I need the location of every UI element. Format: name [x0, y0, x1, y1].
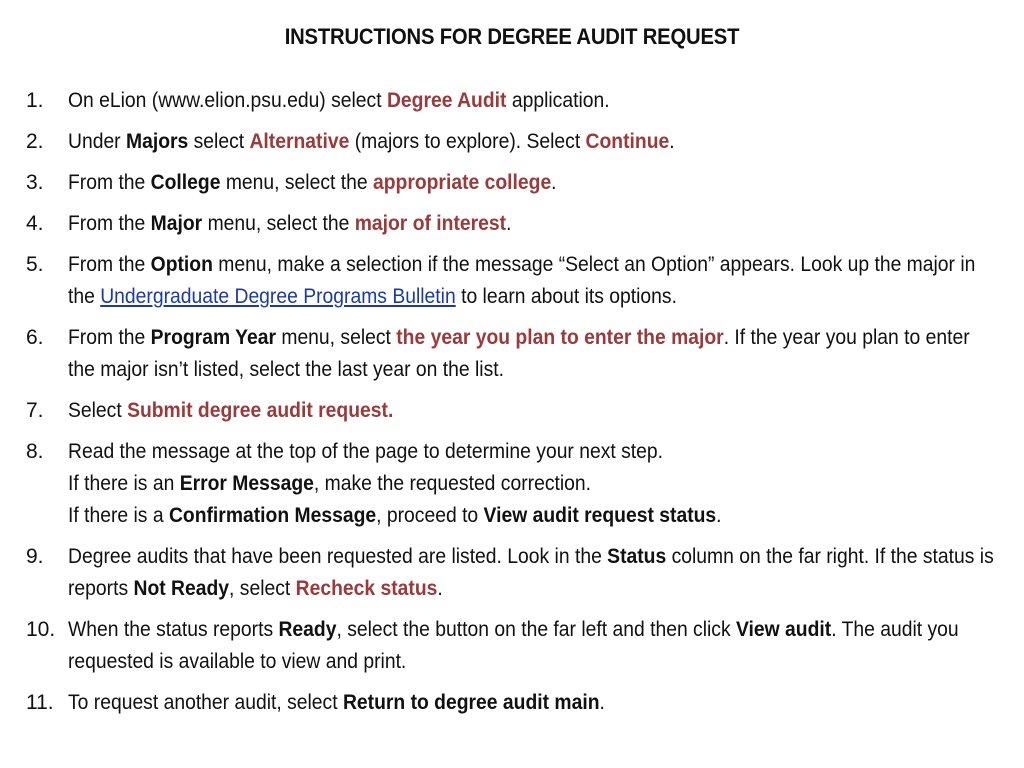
text-run: From the [68, 212, 151, 235]
step-line [68, 468, 1001, 500]
appropriate-college-option: appropriate college [372, 171, 552, 194]
step-number: 9. [26, 545, 44, 568]
program-year-label: Program Year [150, 326, 276, 349]
step-number: 5. [26, 253, 44, 276]
text-run: . [551, 171, 557, 194]
view-audit-label: View audit [735, 618, 832, 641]
step-8 [26, 436, 1001, 532]
text-run: If there is a [68, 504, 169, 527]
step-text [68, 687, 1001, 719]
option-label: Option [150, 253, 213, 276]
text-run: , select the button on the far left and then click [336, 618, 736, 641]
text-run: (majors to explore). Select [349, 130, 586, 153]
text-run: column on the far right. If the status is reports [68, 545, 994, 600]
not-ready-label: Not Ready [133, 577, 230, 600]
step-number: 1. [26, 89, 44, 112]
bulletin-link[interactable]: Undergraduate Degree Programs Bulletin [100, 285, 456, 308]
step-text [68, 395, 1001, 427]
text-run: menu, select [275, 326, 397, 349]
submit-request-option: Submit degree audit request [127, 399, 388, 422]
text-run: select [188, 130, 250, 153]
text-run: When the status reports [68, 618, 279, 641]
text-run: From the [68, 171, 151, 194]
step-text [68, 322, 1001, 386]
step-4 [26, 208, 1001, 240]
step-3 [26, 167, 1001, 199]
text-run: application. [506, 89, 610, 112]
text-run: To request another audit, select [68, 691, 343, 714]
text-run: . [506, 212, 512, 235]
text-run: , make the requested correction. [313, 472, 592, 495]
step-number: 7. [26, 399, 44, 422]
text-run: If there is an [68, 472, 180, 495]
step-number: 3. [26, 171, 44, 194]
return-main-label: Return to degree audit main [342, 691, 600, 714]
step-line [68, 500, 1001, 532]
step-number: 8. [26, 440, 44, 463]
period: . [387, 399, 394, 422]
alternative-option: Alternative [249, 130, 350, 153]
text-run: On eLion (www.elion.psu.edu) select [68, 89, 387, 112]
step-9 [26, 541, 1001, 605]
text-run: . [437, 577, 443, 600]
ready-label: Ready [278, 618, 337, 641]
instruction-list [26, 85, 1001, 728]
text-run: Degree audits that have been requested are listed. Look in the [68, 545, 608, 568]
text-run: Under [68, 130, 126, 153]
text-run: . The audit you requested is available to view and print. [68, 618, 959, 673]
step-text [68, 249, 1001, 313]
step-text [68, 436, 1001, 532]
text-run: menu, select the [202, 212, 355, 235]
text-run: Select [68, 399, 128, 422]
step-line: Read the message at the top of the page to determine your next step. [68, 440, 664, 463]
step-number: 10. [26, 618, 56, 641]
text-run: . [669, 130, 675, 153]
step-5 [26, 249, 1001, 313]
text-run: menu, select the [220, 171, 373, 194]
step-2 [26, 126, 1001, 158]
step-11 [26, 687, 1001, 719]
step-7 [26, 395, 1001, 427]
view-request-status-label: View audit request status [483, 504, 717, 527]
text-run: to learn about its options. [455, 285, 677, 308]
step-6 [26, 322, 1001, 386]
text-run: . [716, 504, 722, 527]
recheck-status-option: Recheck status [295, 577, 438, 600]
step-text [68, 208, 1001, 240]
text-run: From the [68, 253, 151, 276]
plan-year-option: the year you plan to enter the major [396, 326, 724, 349]
confirmation-message-label: Confirmation Message [168, 504, 377, 527]
text-run: , proceed to [376, 504, 484, 527]
step-10 [26, 614, 1001, 678]
text-run: . If the year you plan to enter the major isn’t listed, select the last year on the list. [68, 326, 970, 381]
text-run: , select [229, 577, 296, 600]
error-message-label: Error Message [179, 472, 314, 495]
status-label: Status [607, 545, 667, 568]
step-number: 11. [26, 691, 54, 714]
text-run: menu, make a selection if the message “Select an Option” appears. Look up the major in the [68, 253, 976, 308]
step-number: 2. [26, 130, 44, 153]
step-text [68, 614, 1001, 678]
step-1 [26, 85, 1001, 117]
majors-label: Majors [125, 130, 189, 153]
continue-option: Continue [585, 130, 670, 153]
college-label: College [150, 171, 221, 194]
step-text [68, 126, 1001, 158]
step-number: 6. [26, 326, 44, 349]
text-run: . [599, 691, 605, 714]
major-label: Major [150, 212, 203, 235]
step-text [68, 85, 1001, 117]
step-number: 4. [26, 212, 44, 235]
page-title: INSTRUCTIONS FOR DEGREE AUDIT REQUEST [284, 24, 740, 49]
step-text [68, 541, 1001, 605]
degree-audit-option: Degree Audit [386, 89, 507, 112]
step-text [68, 167, 1001, 199]
major-of-interest-option: major of interest [354, 212, 507, 235]
text-run: From the [68, 326, 151, 349]
